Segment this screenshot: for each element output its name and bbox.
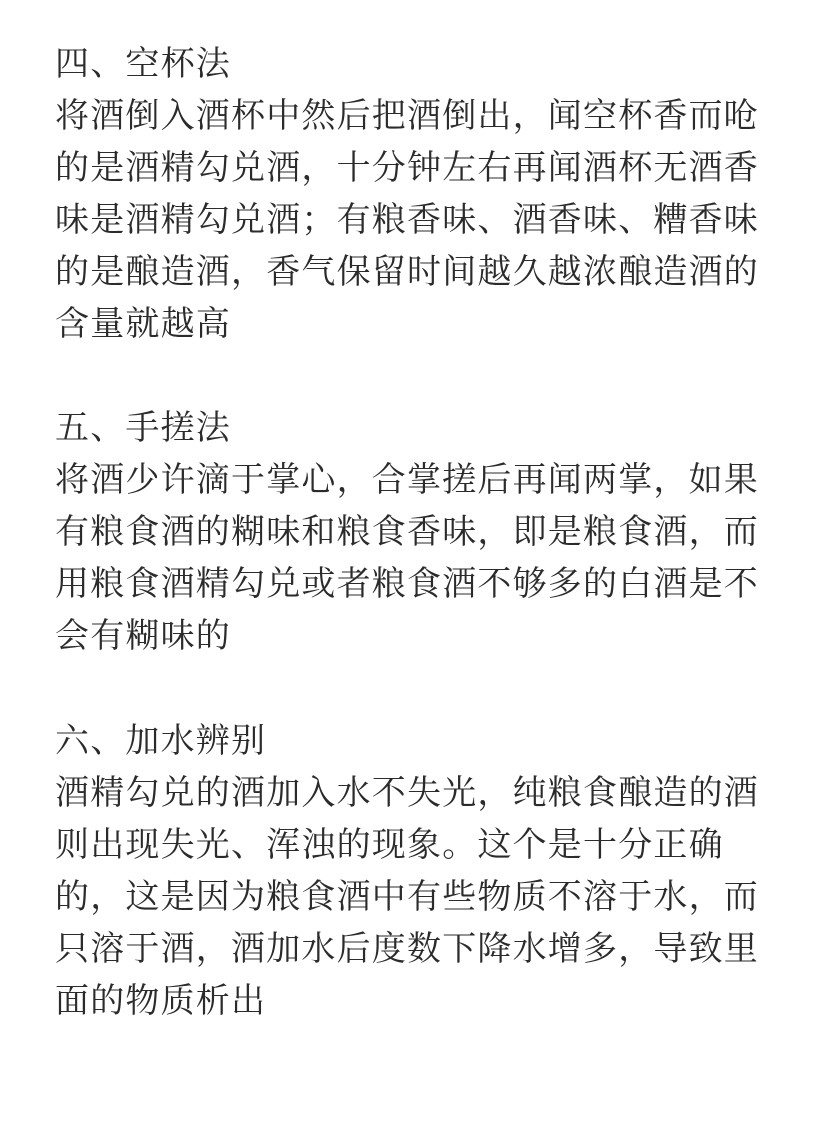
paragraph-line: 面的物质析出 [55, 981, 267, 1021]
paragraph-line: 会有糊味的 [55, 616, 231, 656]
paragraph-line: 的，这是因为粮食酒中有些物质不溶于水，而 [55, 877, 759, 917]
section-title: 六、加水辨别 [55, 721, 267, 761]
section-title: 四、空杯法 [55, 44, 231, 84]
paragraph-line: 的是酿造酒，香气保留时间越久越浓酿造酒的 [55, 252, 759, 292]
paragraph-line: 含量就越高 [55, 304, 231, 344]
paragraph-line: 将酒少许滴于掌心，合掌搓后再闻两掌，如果 [55, 460, 759, 500]
section-title: 五、手搓法 [55, 408, 231, 448]
paragraph-line: 的是酒精勾兑酒，十分钟左右再闻酒杯无酒香 [55, 148, 759, 188]
paragraph-line: 将酒倒入酒杯中然后把酒倒出，闻空杯香而呛 [55, 96, 759, 136]
paragraph-line: 有粮食酒的糊味和粮食香味，即是粮食酒，而 [55, 512, 759, 552]
paragraph-line: 只溶于酒，酒加水后度数下降水增多，导致里 [55, 929, 759, 969]
paragraph-line: 味是酒精勾兑酒；有粮香味、酒香味、糟香味 [55, 200, 759, 240]
paragraph-line: 酒精勾兑的酒加入水不失光，纯粮食酿造的酒 [55, 773, 759, 813]
paragraph-line: 用粮食酒精勾兑或者粮食酒不够多的白酒是不 [55, 564, 759, 604]
paragraph-line: 则出现失光、浑浊的现象。这个是十分正确 [55, 825, 724, 865]
